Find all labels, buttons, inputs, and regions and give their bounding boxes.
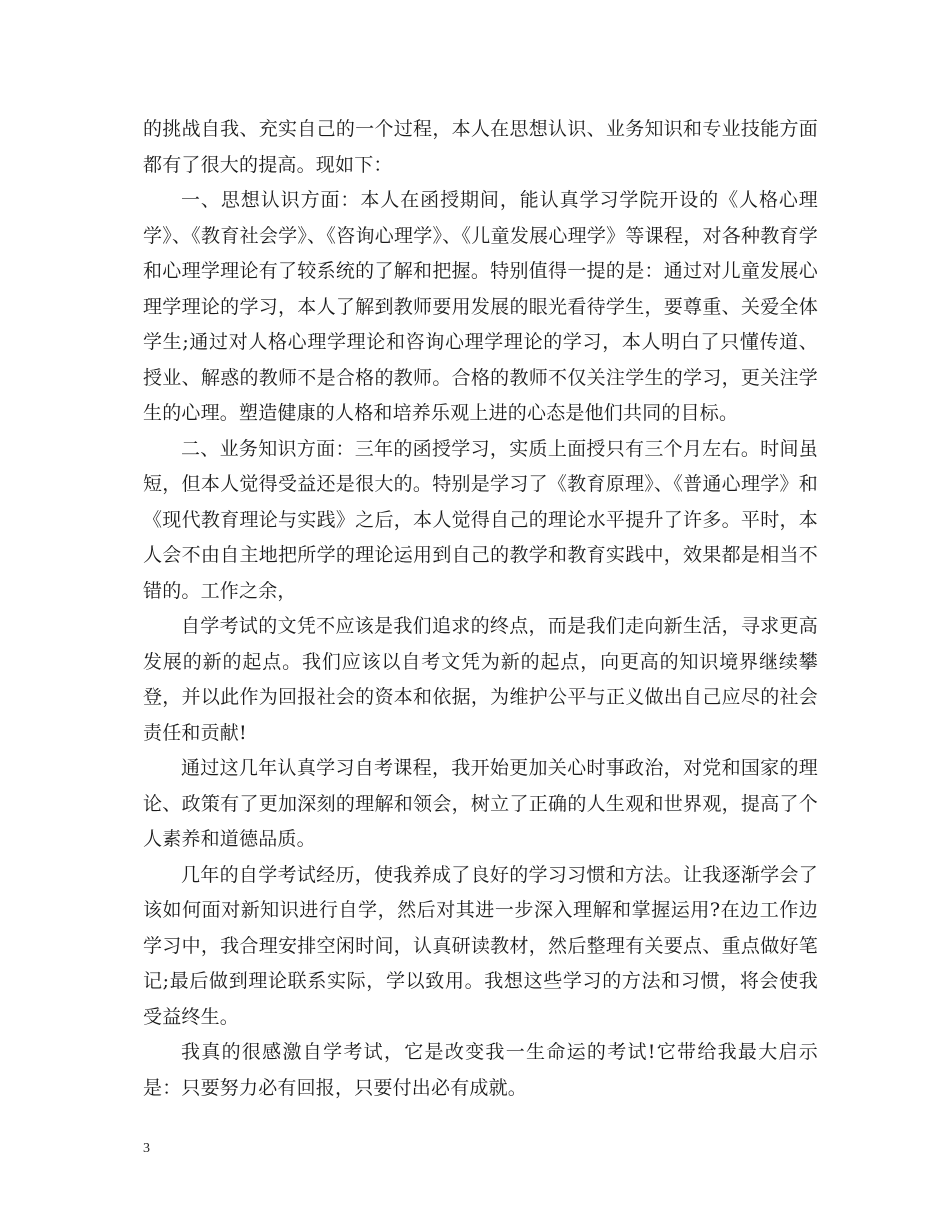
document-body <box>143 112 818 1106</box>
page-number: 3 <box>143 1141 150 1156</box>
paragraph-study-habits: 几年的自学考试经历，使我养成了良好的学习习惯和方法。让我逐渐学会了该如何面对新知识进行自学，然后对其进一步深入理解和掌握运用?在边工作边学习中，我合理安排空闲时间，认真研读教材，然后整理有关要点、重点做好笔记;最后做到理论联系实际，学以致用。我想这些学习的方法和习惯，将会使我受益终生。 <box>143 863 818 1028</box>
paragraph-intro-continuation: 的挑战自我、充实自己的一个过程，本人在思想认识、业务知识和专业技能方面都有了很大的提高。现如下： <box>143 118 818 176</box>
paragraph-professional-knowledge: 二、业务知识方面：三年的函授学习，实质上面授只有三个月左右。时间虽短，但本人觉得受益还是很大的。特别是学习了《教育原理》、《普通心理学》和《现代教育理论与实践》之后，本人觉得自己的理论水平提升了许多。平时，本人会不由自主地把所学的理论运用到自己的教学和教育实践中，效果都是相当不错的。工作之余， <box>143 437 818 602</box>
paragraph-gratitude: 我真的很感激自学考试，它是改变我一生命运的考试!它带给我最大启示是：只要努力必有回报，只要付出必有成就。 <box>143 1041 818 1099</box>
paragraph-diploma-new-starting-point: 自学考试的文凭不应该是我们追求的终点，而是我们走向新生活，寻求更高发展的新的起点。我们应该以自考文凭为新的起点，向更高的知识境界继续攀登，并以此作为回报社会的资本和依据，为维护公平与正义做出自己应尽的社会责任和贡献! <box>143 615 818 744</box>
paragraph-ideological-understanding: 一、思想认识方面：本人在函授期间，能认真学习学院开设的《人格心理学》、《教育社会学》、《咨询心理学》、《儿童发展心理学》等课程，对各种教育学和心理学理论有了较系统的了解和把握。特别值得一提的是：通过对儿童发展心理学理论的学习，本人了解到教师要用发展的眼光看待学生，要尊重、关爱全体学生;通过对人格心理学理论和咨询心理学理论的学习，本人明白了只懂传道、授业、解惑的教师不是合格的教师。合格的教师不仅关注学生的学习，更关注学生的心理。塑造健康的人格和培养乐观上进的心态是他们共同的目标。 <box>143 189 818 424</box>
paragraph-political-awareness: 通过这几年认真学习自考课程，我开始更加关心时事政治，对党和国家的理论、政策有了更加深刻的理解和领会，树立了正确的人生观和世界观，提高了个人素养和道德品质。 <box>143 757 818 850</box>
